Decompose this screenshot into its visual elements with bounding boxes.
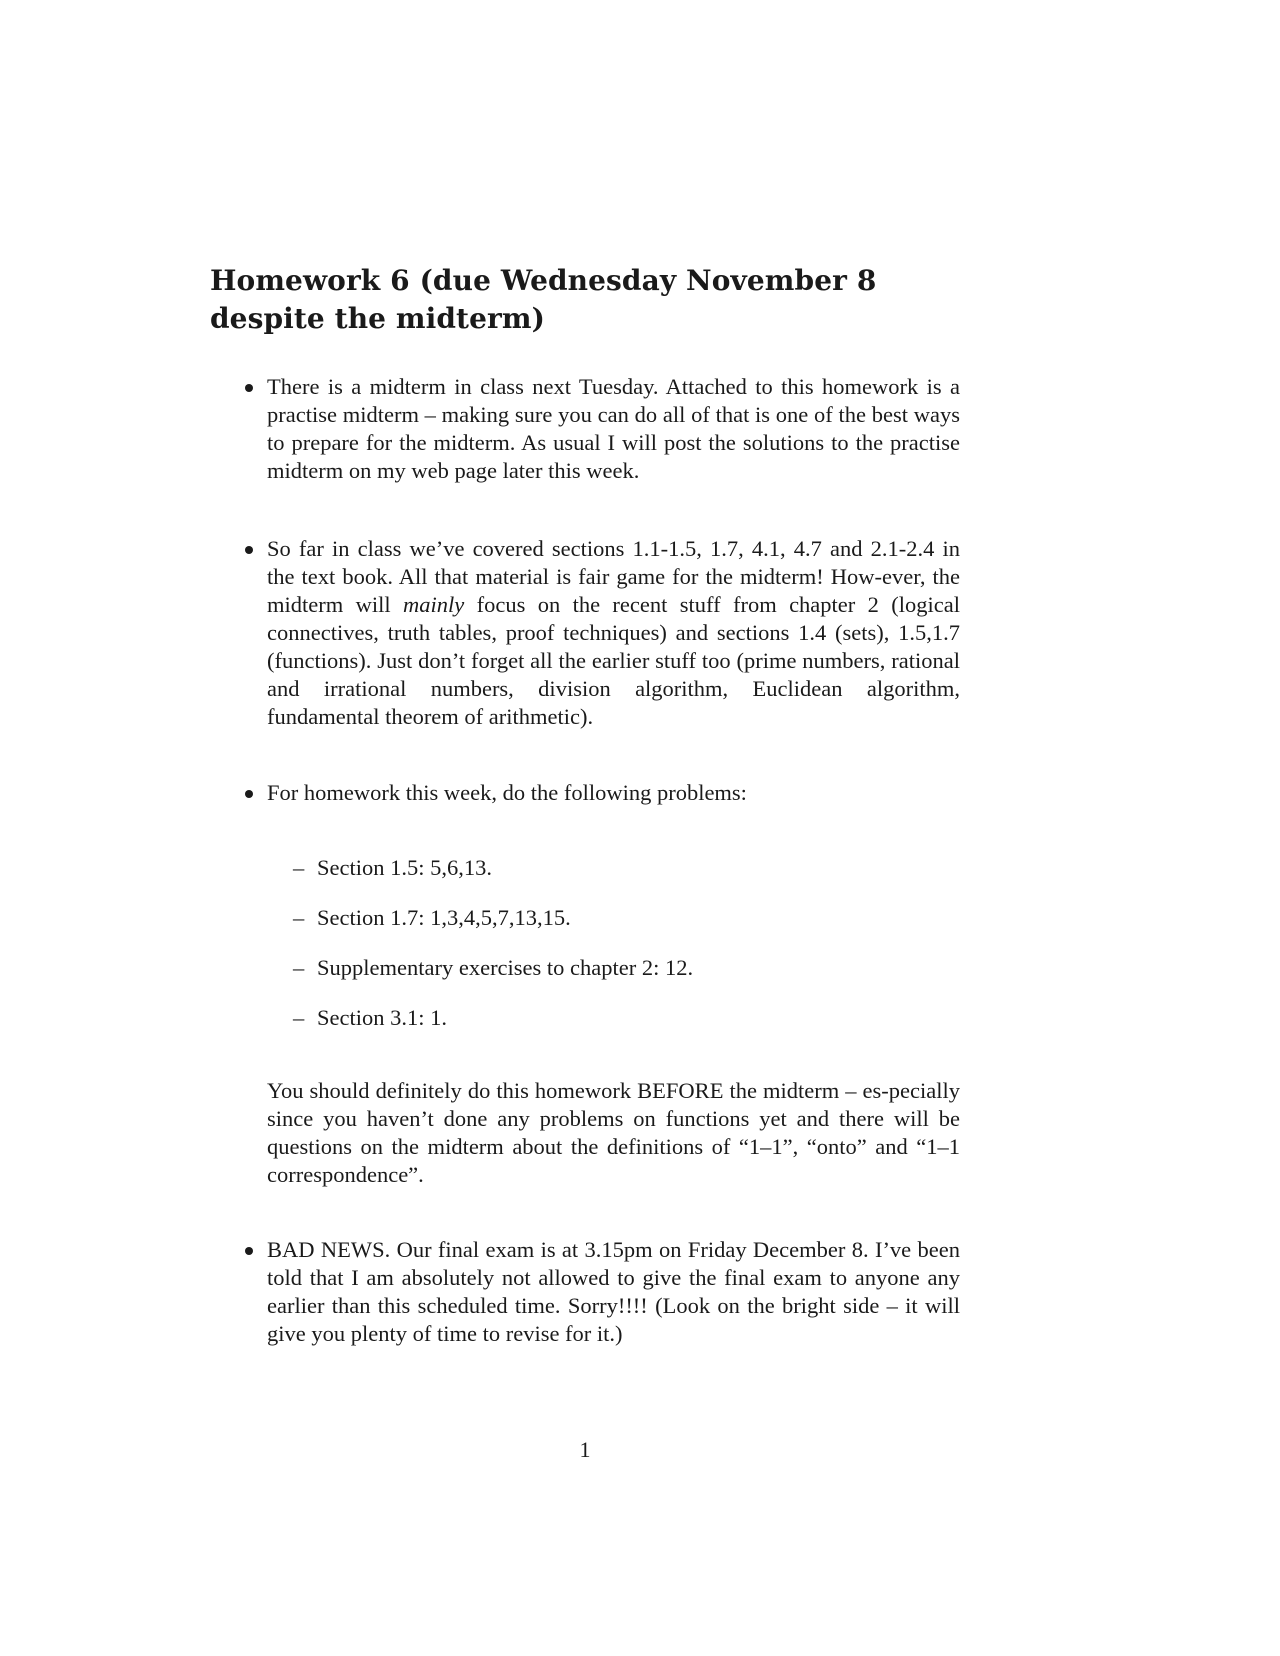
bullet-item-homework	[267, 779, 960, 807]
bullet-text: There is a midterm in class next Tuesday. Attached to this homework is a practise midterm – making sure you can do all of that is one of the best ways to prepare for the midterm. As usual I will post the solutions to the practise midterm on my web page later this week.	[267, 374, 960, 483]
homework-note	[267, 1077, 960, 1189]
problem-list-item	[293, 854, 957, 882]
bullet-text-part: focus on the recent stuff from chapter 2 (logical connectives, truth tables, proof techniques) and sections 1.4 (sets), 1.5,1.7 (functions). Just don’t forget all the earlier stuff too (prime numbers, rational and irrational numbers, division algorithm, Euclidean algorithm, fundamental theorem of arithmetic).	[267, 592, 960, 729]
bullet-text: For homework this week, do the following problems:	[267, 780, 747, 805]
problem-list-item	[293, 904, 957, 932]
bullet-item-final-exam	[267, 1236, 960, 1348]
dash-icon: –	[293, 1005, 305, 1030]
bullet-text	[267, 535, 960, 731]
problem-list-item	[293, 1004, 957, 1032]
page-title: Homework 6 (due Wednesday November 8 despite the midterm)	[210, 264, 877, 335]
bullet-item-midterm	[267, 373, 960, 485]
bullet-text-part: So far in class we’ve covered sections 1.1-1.5, 1.7, 4.1, 4.7 and 2.1-2.4 in the text book. All that material is fair game for the midterm! How-ever, the midterm will	[267, 536, 960, 617]
problem-text: Section 1.5: 5,6,13.	[317, 855, 492, 880]
homework-note-text: You should definitely do this homework BEFORE the midterm – es-pecially since you haven’t done any problems on functions yet and there will be questions on the midterm about the definitions of “1–1”, “onto” and “1–1 correspondence”.	[267, 1078, 960, 1187]
bullet-dot-icon	[245, 384, 253, 392]
bullet-item-coverage	[267, 535, 960, 731]
problem-text: Supplementary exercises to chapter 2: 12.	[317, 955, 694, 980]
dash-icon: –	[293, 855, 305, 880]
problem-list-item	[293, 954, 957, 982]
bullet-text: BAD NEWS. Our final exam is at 3.15pm on Friday December 8. I’ve been told that I am absolutely not allowed to give the final exam to anyone any earlier than this scheduled time. Sorry!!!! (Look on the bright side – it will give you plenty of time to revise for it.)	[267, 1237, 960, 1346]
bullet-dot-icon	[245, 546, 253, 554]
dash-icon: –	[293, 955, 305, 980]
problem-text: Section 1.7: 1,3,4,5,7,13,15.	[317, 905, 571, 930]
bullet-dot-icon	[245, 790, 253, 798]
problem-text: Section 3.1: 1.	[317, 1005, 447, 1030]
emphasis-text: mainly	[402, 592, 465, 617]
dash-icon: –	[293, 905, 305, 930]
bullet-dot-icon	[245, 1247, 253, 1255]
page-number: 1	[579, 1437, 591, 1462]
